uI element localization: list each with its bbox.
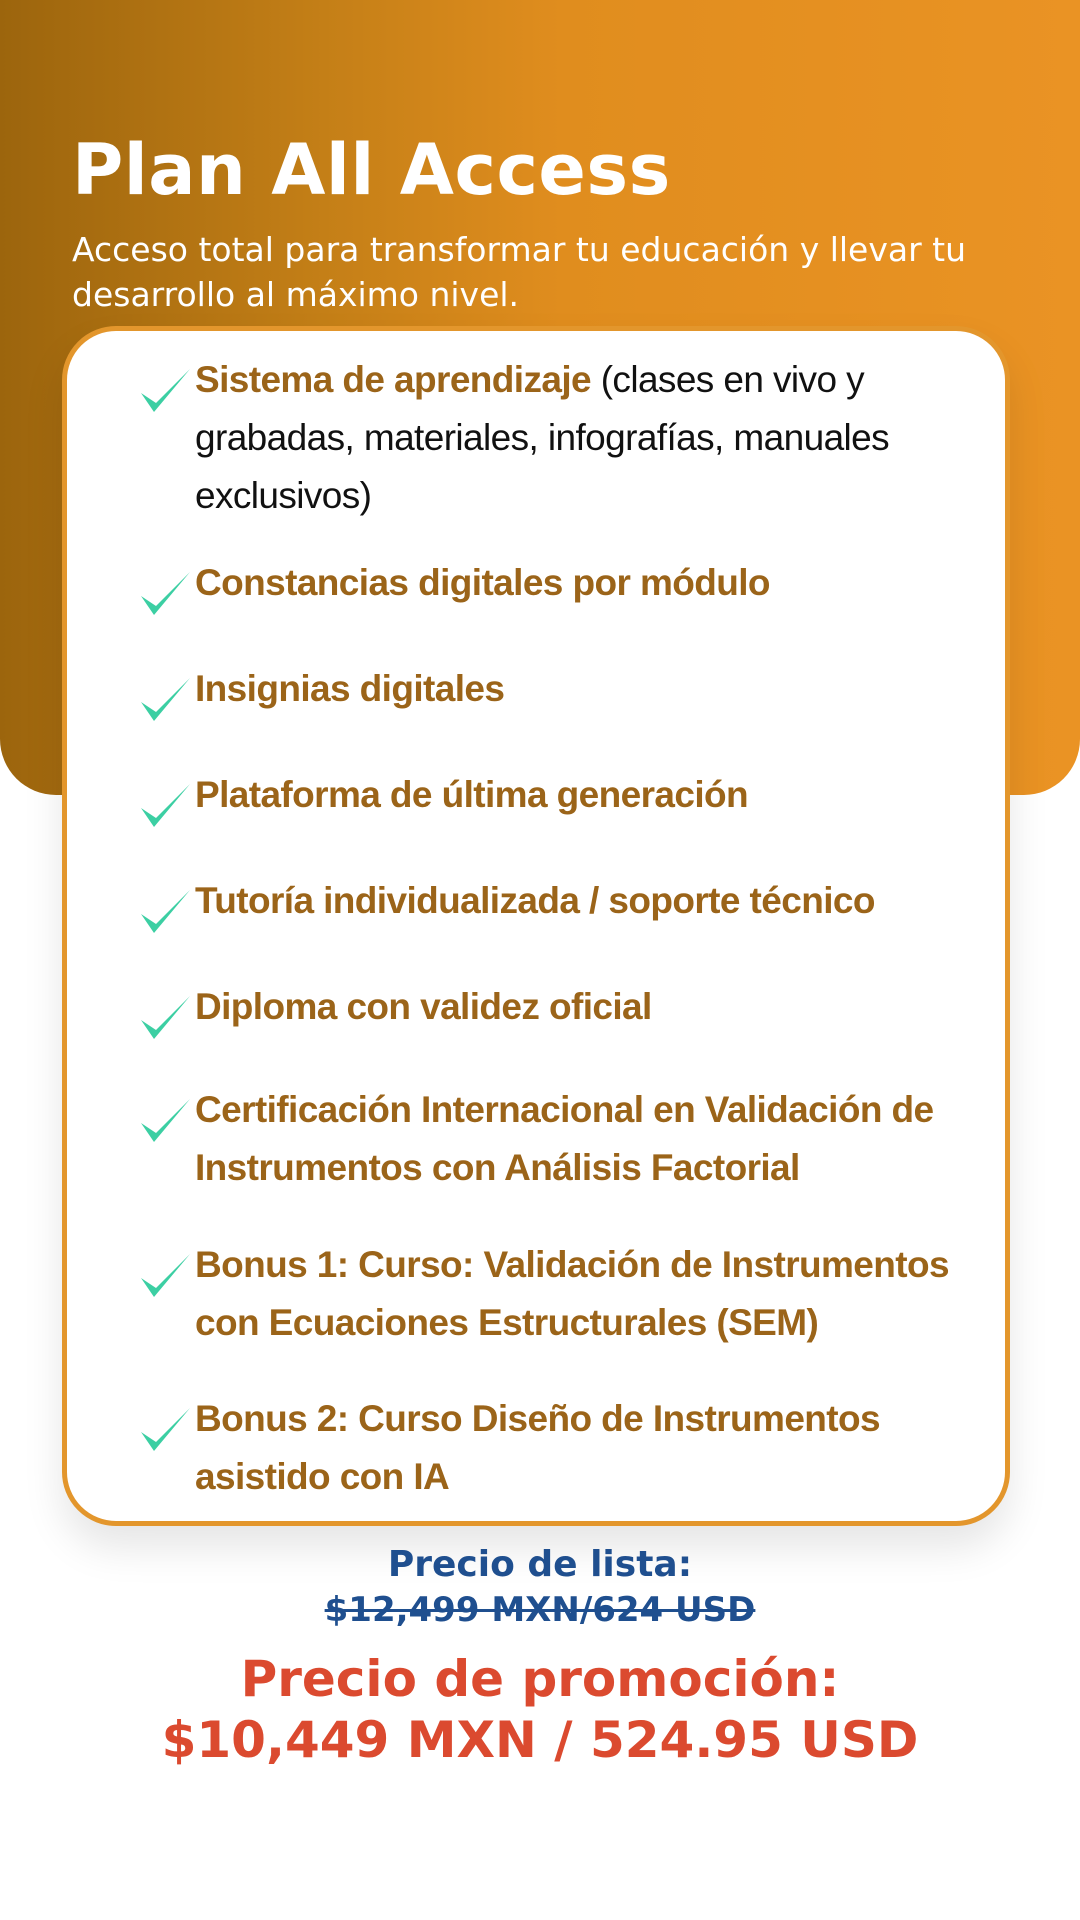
feature-item [135, 554, 955, 622]
feature-item [135, 351, 955, 525]
list-price-value: $12,499 MXN/624 USD [324, 1590, 756, 1630]
promo-price-label: Precio de promoción: [240, 1650, 840, 1708]
feature-strong: Diploma con validez oficial [195, 986, 652, 1027]
feature-text [195, 978, 652, 1036]
feature-strong: Plataforma de última generación [195, 774, 749, 815]
feature-strong: Tutoría individualizada / soporte técnico [195, 880, 875, 921]
check-icon [135, 359, 195, 419]
feature-text [195, 1236, 955, 1352]
check-icon [135, 1089, 195, 1149]
feature-item [135, 978, 955, 1046]
check-icon [135, 1244, 195, 1304]
feature-item [135, 1236, 955, 1352]
feature-strong: Bonus 2: Curso Diseño de Instrumentos asistido con IA [195, 1398, 880, 1497]
feature-detail: (clases en vivo y grabadas, materiales, infografías, manuales exclusivos) [195, 359, 890, 516]
features-card [62, 326, 1010, 1526]
promo-price-value: $10,449 MXN / 524.95 USD [161, 1711, 919, 1769]
feature-text [195, 660, 504, 718]
feature-text [195, 1081, 955, 1197]
feature-item [135, 1081, 955, 1197]
feature-item [135, 872, 955, 940]
check-icon [135, 880, 195, 940]
feature-text [195, 872, 875, 930]
feature-strong: Bonus 1: Curso: Validación de Instrumentos con Ecuaciones Estructurales (SEM) [195, 1244, 949, 1343]
feature-text [195, 1390, 955, 1506]
plan-subtitle: Acceso total para transformar tu educación y llevar tu desarrollo al máximo nivel. [72, 230, 967, 314]
feature-item [135, 1390, 955, 1506]
plan-title: Plan All Access [72, 129, 671, 211]
check-icon [135, 668, 195, 728]
check-icon [135, 1398, 195, 1458]
check-icon [135, 562, 195, 622]
feature-item [135, 766, 955, 834]
check-icon [135, 774, 195, 834]
feature-text [195, 351, 955, 525]
feature-strong: Constancias digitales por módulo [195, 562, 770, 603]
check-icon [135, 986, 195, 1046]
feature-text [195, 766, 748, 824]
list-price-label: Precio de lista: [387, 1544, 693, 1585]
feature-strong: Certificación Internacional en Validación de Instrumentos con Análisis Factorial [195, 1089, 934, 1188]
feature-text [195, 554, 770, 612]
feature-strong: Sistema de aprendizaje [195, 359, 592, 400]
feature-strong: Insignias digitales [195, 668, 505, 709]
feature-item [135, 660, 955, 728]
